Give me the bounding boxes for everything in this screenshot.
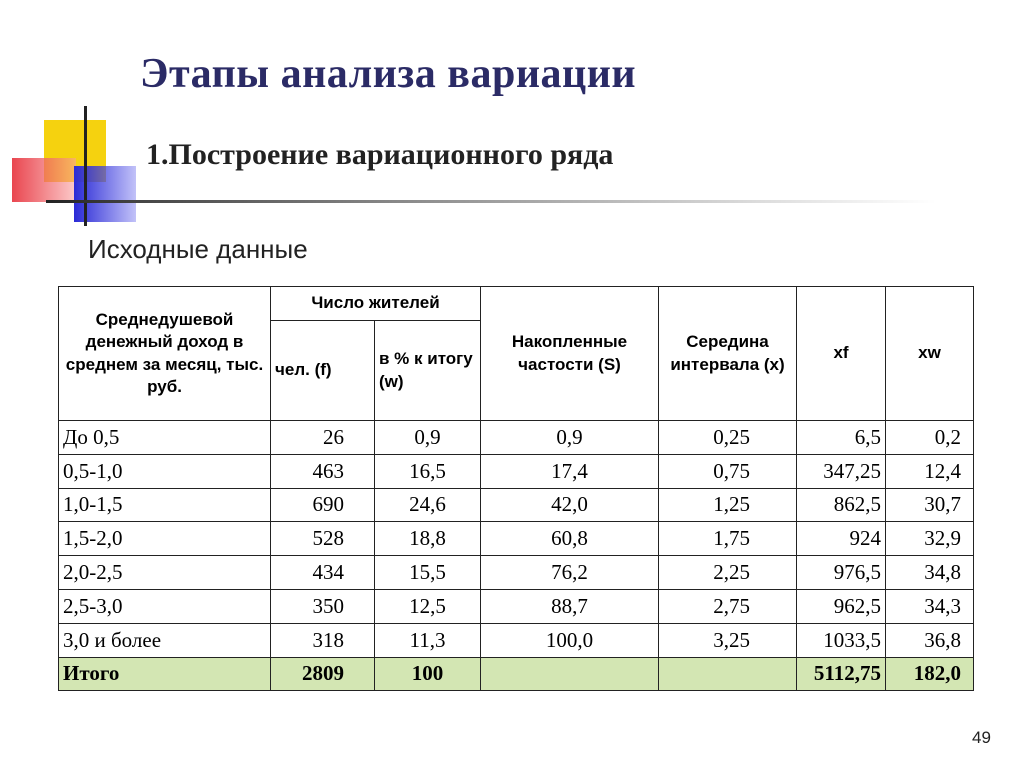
title-underline [46,200,936,203]
slide-title: Этапы анализа вариации [140,51,637,97]
cell-xw: 36,8 [886,623,974,657]
header-xw: xw [886,287,974,421]
cell-count: 434 [271,556,375,590]
header-income: Среднедушевой денежный доход в среднем за месяц, тыс. руб. [59,287,271,421]
header-percent: в % к итогу (w) [375,321,481,421]
cell-cumulative: 88,7 [481,589,659,623]
cell-percent: 0,9 [375,421,481,455]
slide-subtitle: 1.Построение вариационного ряда [146,138,614,171]
cell-percent: 11,3 [375,623,481,657]
cell-range: 1,0-1,5 [59,488,271,522]
cell-midpoint: 0,25 [659,421,797,455]
cell-range: 0,5-1,0 [59,454,271,488]
cell-midpoint: 2,75 [659,589,797,623]
cell-count: 463 [271,454,375,488]
page-number: 49 [972,728,991,747]
cell-cumulative: 76,2 [481,556,659,590]
cell-range: До 0,5 [59,421,271,455]
cell-xw: 0,2 [886,421,974,455]
cell-xf: 862,5 [797,488,886,522]
cell-total-midpoint [659,657,797,691]
cell-cumulative: 60,8 [481,522,659,556]
cell-xw: 12,4 [886,454,974,488]
table-row [59,589,974,623]
cell-total-cumulative [481,657,659,691]
cell-midpoint: 1,75 [659,522,797,556]
table-row [59,488,974,522]
cell-count: 528 [271,522,375,556]
cell-cumulative: 42,0 [481,488,659,522]
cell-cumulative: 0,9 [481,421,659,455]
table-row [59,623,974,657]
total-row [59,657,974,691]
cell-xw: 30,7 [886,488,974,522]
cell-percent: 16,5 [375,454,481,488]
cell-count: 26 [271,421,375,455]
red-square [12,158,76,202]
cell-percent: 24,6 [375,488,481,522]
cell-total-percent: 100 [375,657,481,691]
cell-midpoint: 0,75 [659,454,797,488]
table-row [59,522,974,556]
cell-xw: 34,3 [886,589,974,623]
cell-xf: 924 [797,522,886,556]
cell-percent: 12,5 [375,589,481,623]
cell-count: 350 [271,589,375,623]
cell-range: 1,5-2,0 [59,522,271,556]
table-row [59,556,974,590]
table-caption: Исходные данные [88,234,308,264]
cell-cumulative: 17,4 [481,454,659,488]
vertical-divider [84,106,87,226]
cell-xf: 347,25 [797,454,886,488]
cell-midpoint: 2,25 [659,556,797,590]
table-row [59,421,974,455]
cell-total-count: 2809 [271,657,375,691]
cell-range: 2,0-2,5 [59,556,271,590]
header-xf: xf [797,287,886,421]
header-count: чел. (f) [271,321,375,421]
cell-total-xw: 182,0 [886,657,974,691]
cell-percent: 18,8 [375,522,481,556]
cell-range: 3,0 и более [59,623,271,657]
header-people: Число жителей [271,287,481,321]
cell-midpoint: 3,25 [659,623,797,657]
cell-midpoint: 1,25 [659,488,797,522]
header-cumulative: Накопленные частости (S) [481,287,659,421]
cell-total-xf: 5112,75 [797,657,886,691]
variation-table [58,286,974,691]
cell-xf: 976,5 [797,556,886,590]
table-row [59,454,974,488]
cell-cumulative: 100,0 [481,623,659,657]
cell-percent: 15,5 [375,556,481,590]
cell-range: 2,5-3,0 [59,589,271,623]
decorative-squares-logo [0,100,150,225]
cell-xf: 1033,5 [797,623,886,657]
cell-xf: 6,5 [797,421,886,455]
cell-count: 318 [271,623,375,657]
cell-count: 690 [271,488,375,522]
cell-xf: 962,5 [797,589,886,623]
cell-xw: 32,9 [886,522,974,556]
cell-total-label: Итого [59,657,271,691]
cell-xw: 34,8 [886,556,974,590]
header-midpoint: Середина интервала (x) [659,287,797,421]
